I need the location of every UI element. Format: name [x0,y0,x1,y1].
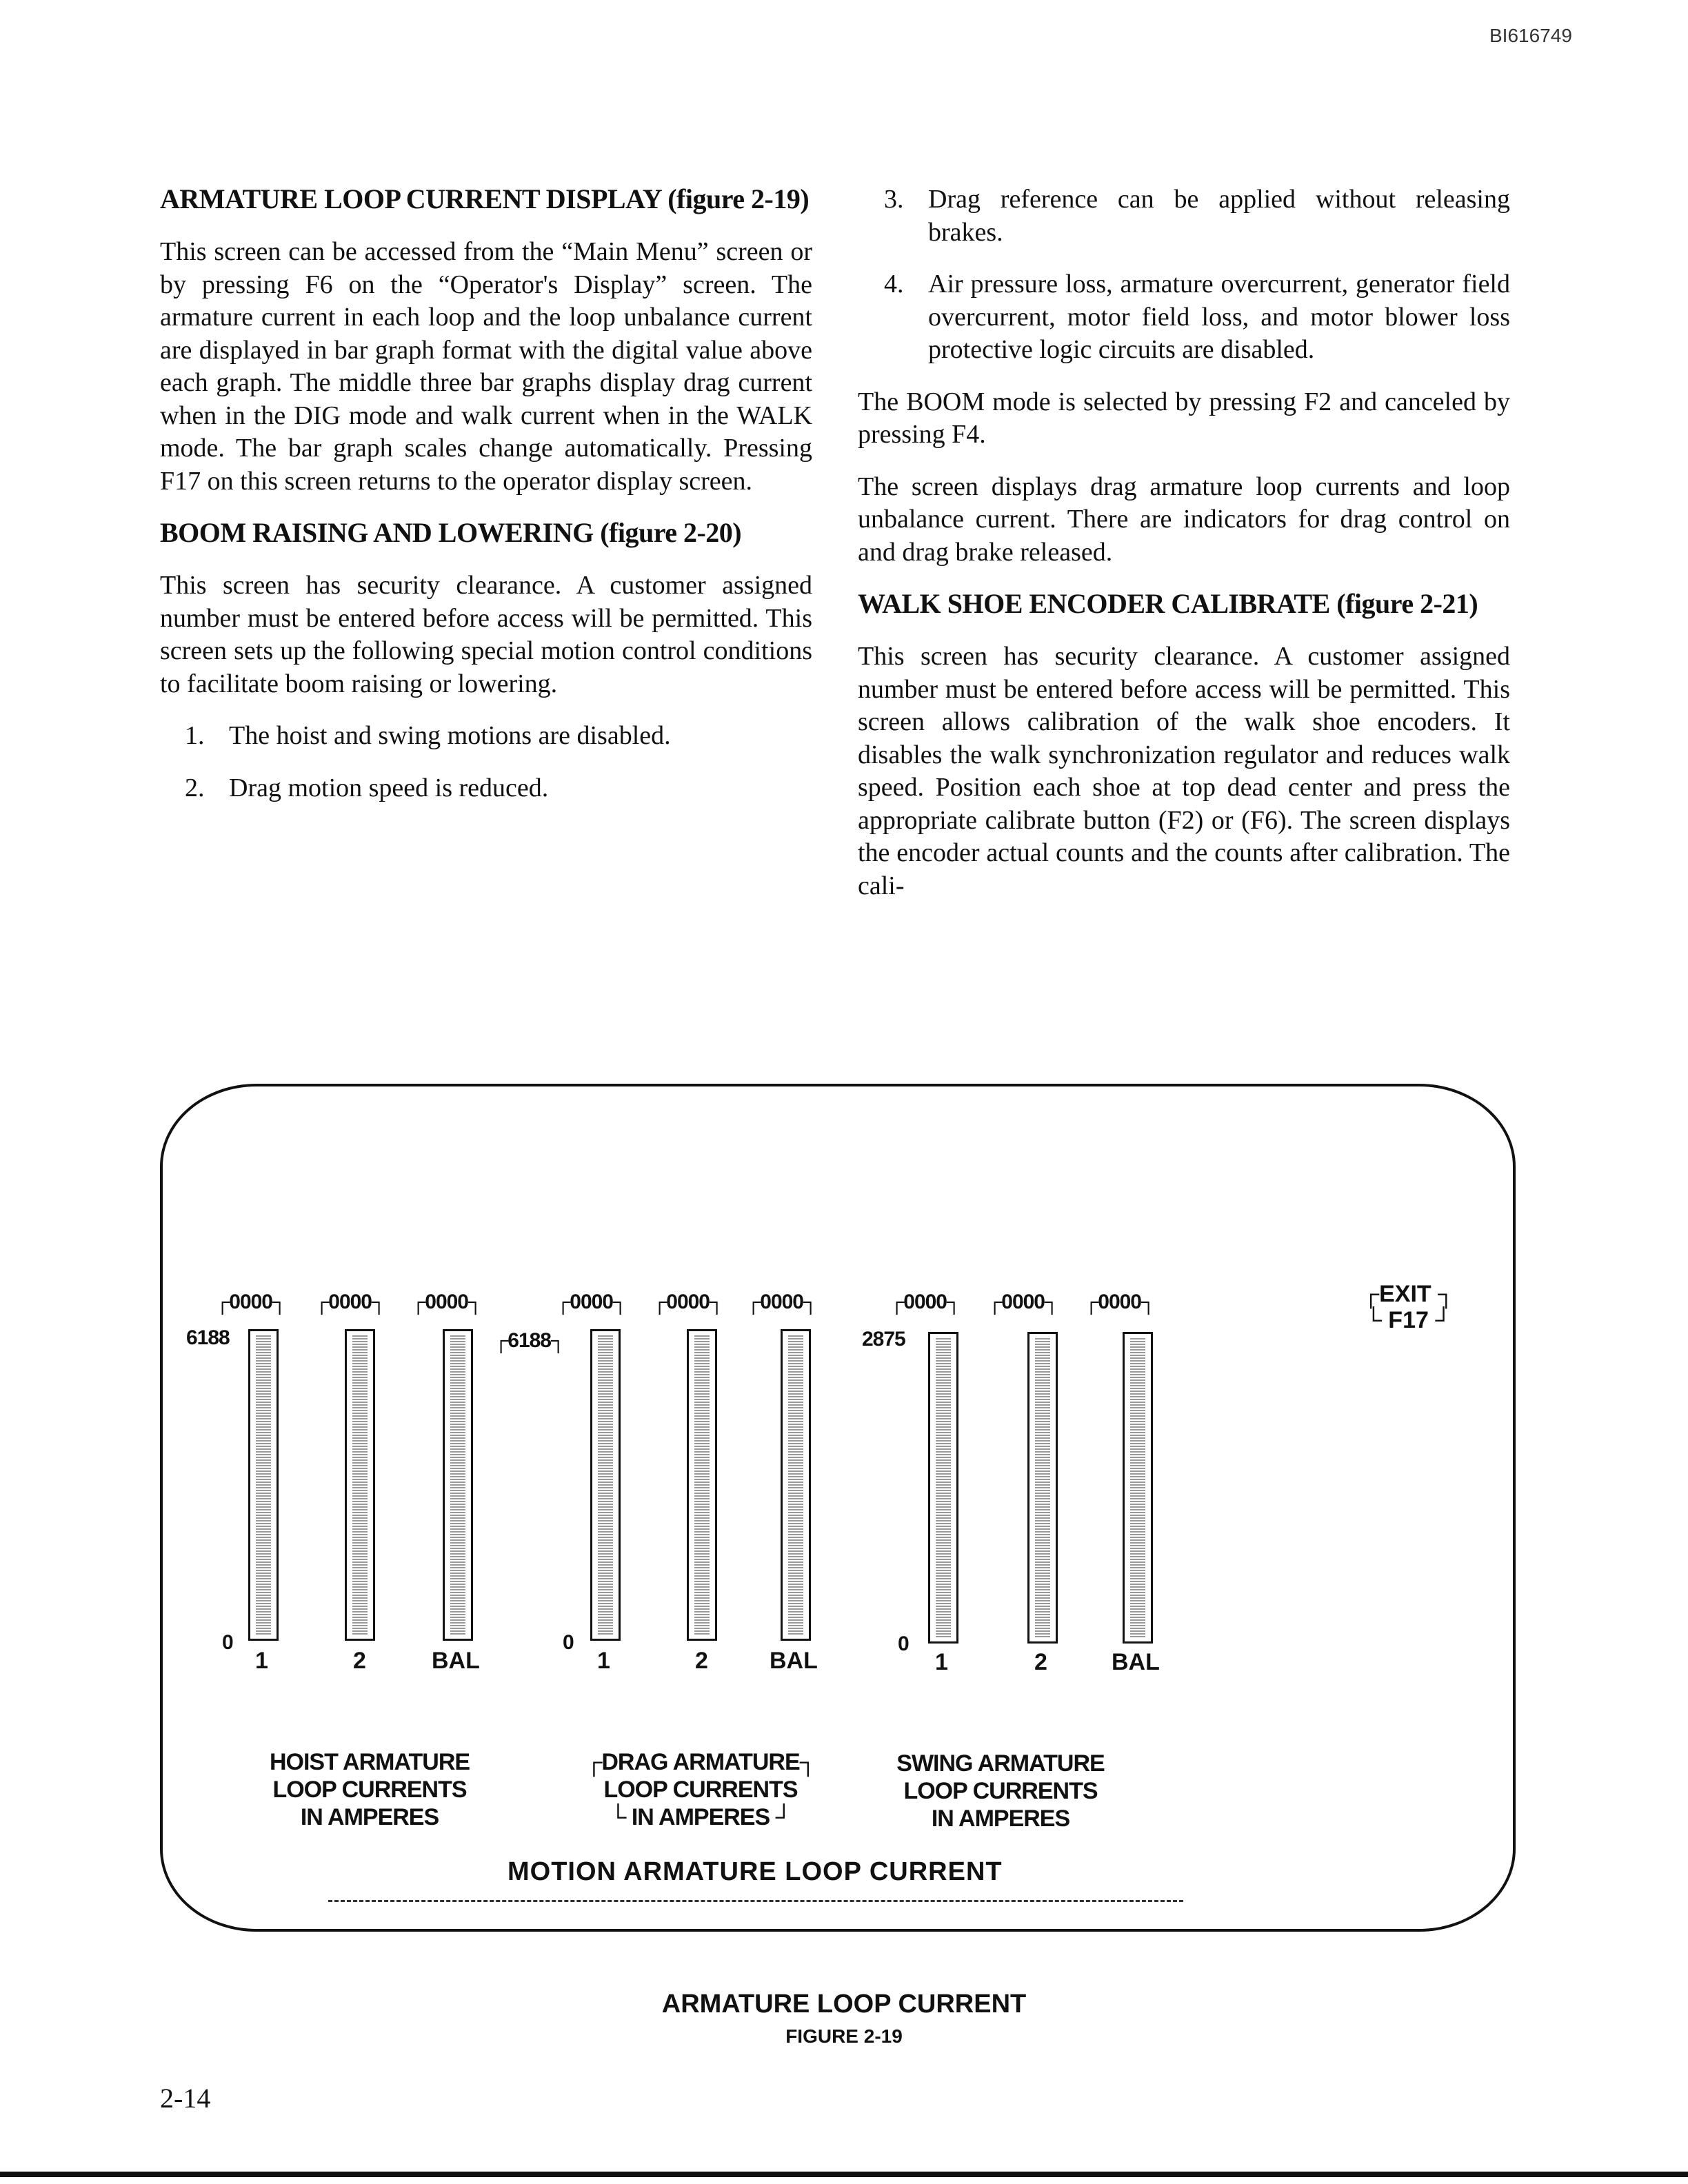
document-id: BI616749 [1489,25,1572,46]
bar-label: BAL [1112,1649,1160,1675]
list-item-number: 2. [185,773,205,802]
hoist-bar-1 [248,1329,279,1641]
list-item-text: Drag reference can be applied without releasing brakes. [928,185,1510,247]
caption-line: IN AMPERES [300,1804,439,1830]
swing-bar-2 [1027,1332,1058,1644]
bar-value: ┌0000┐ [746,1291,818,1313]
scale-max: 6188 [186,1326,230,1349]
paragraph-boom-raising: This screen has security clearance. A customer assigned number must be entered before access will be permitted. This screen sets up the following special motion control conditions to facilitate boom raising or lowering. [160,571,812,698]
paragraph-armature-loop-intro: This screen can be accessed from the “Main Menu” screen or by pressing F6 on the “Operator's Display” screen. The armature current in each loop and the loop unbalance current are displayed in bar graph format with the digital value above each graph. The middle three bar graphs display drag current when in the DIG mode and walk current when in the WALK mode. The bar graph scales change automatically. Pressing F17 on this screen returns to the operator display screen. [160,237,812,496]
bar-value: ┌0000┐ [652,1291,724,1313]
bar-label: 2 [1034,1649,1047,1675]
bar-value: ┌0000┐ [215,1291,287,1313]
exit-f17-button[interactable] [1363,1281,1454,1333]
scale-min: 0 [563,1631,574,1654]
swing-bar-1 [928,1332,958,1644]
scale-max: 2875 [862,1328,905,1351]
scale-max: ┌6188┐ [494,1329,565,1352]
list-item-text: The hoist and swing motions are disabled. [229,721,671,750]
bar-value: ┌0000┐ [314,1291,386,1313]
heading-armature-loop-current: ARMATURE LOOP CURRENT DISPLAY (figure 2-19) [160,183,810,214]
list-item [160,772,812,805]
paragraph-walk-shoe: This screen has security clearance. A customer assigned number must be entered before access will be permitted. This screen allows calibration of the walk shoe encoders. It disables the walk synchronization regulator and reduces walk speed. Position each shoe at top dead center and press the appropriate calibrate button (F2) or (F6). The screen displays the encoder actual counts and the counts after calibration. The cali- [858,642,1510,900]
bar-value: ┌0000┐ [411,1291,483,1313]
exit-label: ┌EXIT ┐ [1363,1281,1455,1307]
list-item [858,268,1510,367]
screen-title: MOTION ARMATURE LOOP CURRENT [508,1857,1003,1886]
heading-walk-shoe-encoder: WALK SHOE ENCODER CALIBRATE (figure 2-21) [858,588,1478,619]
swing-bar-bal [1123,1332,1153,1644]
bar-label: BAL [432,1648,480,1674]
screen-figure [160,1084,1516,1932]
caption-line: └ IN AMPERES ┘ [610,1804,792,1830]
left-column [160,183,812,824]
bar-label: BAL [770,1648,818,1674]
scale-min: 0 [898,1632,909,1655]
hoist-caption [266,1748,473,1831]
exit-key: └ F17 ┘ [1365,1307,1452,1333]
list-item [160,720,812,753]
bar-label: 1 [255,1648,268,1674]
bar-value: ┌0000┐ [987,1291,1059,1313]
caption-line: ┌DRAG ARMATURE┐ [585,1749,816,1775]
caption-line: LOOP CURRENTS [903,1778,1098,1804]
drag-caption [576,1748,825,1831]
paragraph-boom-mode: The BOOM mode is selected by pressing F2 and canceled by pressing F4. [858,387,1510,449]
caption-line: SWING ARMATURE [896,1750,1105,1777]
caption-line: HOIST ARMATURE [269,1749,470,1775]
drag-bar-1 [590,1329,621,1641]
bar-value: ┌0000┐ [890,1291,961,1313]
paragraph-screen-displays: The screen displays drag armature loop currents and loop unbalance current. There are indicators for drag control on and drag brake released. [858,472,1510,567]
caption-line: IN AMPERES [931,1806,1070,1832]
drag-bar-2 [687,1329,717,1641]
list-item-number: 3. [884,185,904,214]
list-item [858,183,1510,249]
bar-label: 2 [353,1648,366,1674]
title-underline [328,1900,1183,1902]
heading-boom-raising: BOOM RAISING AND LOWERING (figure 2-20) [160,517,742,548]
list-item-number: 4. [884,270,904,299]
page-number: 2-14 [160,2083,211,2114]
swing-caption [887,1750,1114,1832]
list-item-number: 1. [185,721,205,750]
bar-label: 1 [935,1649,948,1675]
list-item-text: Air pressure loss, armature overcurrent, generator field overcurrent, motor field loss, and motor blower loss protective logic circuits are disabled. [928,270,1510,364]
bar-label: 2 [695,1648,708,1674]
list-item-text: Drag motion speed is reduced. [229,773,549,802]
caption-line: LOOP CURRENTS [272,1777,467,1803]
figure-caption-number: FIGURE 2-19 [785,2025,903,2047]
hoist-bar-2 [345,1329,375,1641]
caption-line: LOOP CURRENTS [603,1777,798,1803]
bar-label: 1 [597,1648,610,1674]
page-bottom-rule [0,2172,1688,2177]
scale-min: 0 [222,1631,233,1654]
bar-value: ┌0000┐ [1084,1291,1156,1313]
bar-value: ┌0000┐ [556,1291,627,1313]
drag-bar-bal [781,1329,811,1641]
figure-caption-title: ARMATURE LOOP CURRENT [661,1990,1027,2019]
hoist-bar-bal [443,1329,473,1641]
right-column [858,183,1510,922]
